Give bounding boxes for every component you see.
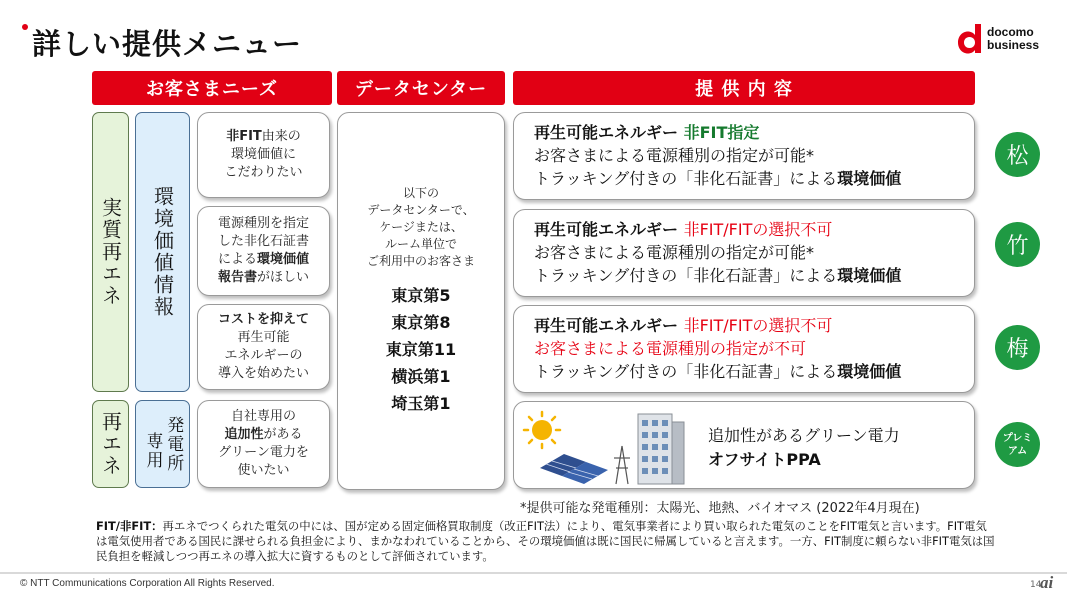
- ai-watermark: ai: [1040, 573, 1054, 592]
- badge-ume: 梅: [995, 325, 1040, 370]
- datacenter-item: 横浜第1: [391, 367, 451, 386]
- datacenter-item: 東京第5: [391, 286, 451, 305]
- header-datacenter: データセンター: [337, 71, 505, 105]
- badge-take: 竹: [995, 222, 1040, 267]
- logo-text: docomo business: [987, 25, 1040, 52]
- ppa-text: 追加性があるグリーン電力 オフサイトPPA: [708, 426, 900, 469]
- header-offering: 提 供 内 容: [513, 71, 975, 105]
- need-additionality: 自社専用の 追加性がある グリーン電力を 使いたい: [197, 400, 330, 488]
- badge-matsu: 松: [995, 132, 1040, 177]
- need-non-fit: 非FIT由来の 環境価値に こだわりたい: [197, 112, 330, 198]
- need-cost: コストを抑えて 再生可能 エネルギーの 導入を始めたい: [197, 304, 330, 390]
- badge-premium: プレミ アム: [995, 422, 1040, 467]
- generation-type-note: *提供可能な発電種別：太陽光、地熱、バイオマス (2022年4月現在): [520, 501, 920, 516]
- docomo-d-icon: [956, 22, 986, 56]
- copyright: © NTT Communications Corporation All Rights Reserved.: [20, 578, 275, 589]
- offer-matsu: 再生可能エネルギー 非FIT指定 お客さまによる電源種別の指定が可能* トラッキング付きの「非化石証書」による環境価値: [513, 112, 975, 200]
- offer-take: 再生可能エネルギー 非FIT/FITの選択不可 お客さまによる電源種別の指定が可能* トラッキング付きの「非化石証書」による環境価値: [513, 209, 975, 297]
- footer-divider: [0, 572, 1067, 574]
- category-jisshitsu-saiene: 実質再エネ: [92, 112, 129, 392]
- page-title: 詳しい提供メニュー: [32, 27, 303, 61]
- fit-explanation: FIT/非FIT：再エネでつくられた電気の中には、国が定める固定価格買取制度（改正FIT法）により、電気事業者により買い取られた電気のことをFIT電気と言います。FIT電気は電気使用者である国民に課せられる負担金により、まかなわれていることから、その環境価値は既に国民に帰属していると言えます。一方、FIT制度に頼らない非FIT電気は国民負担を軽減しつつ再エネの導入拡大に資するものとして評価されています。: [96, 519, 995, 563]
- datacenter-box: [337, 112, 505, 490]
- need-report: 電源種別を指定 した非化石証書 による環境価値 報告書がほしい: [197, 206, 330, 296]
- page-number: 14: [1030, 580, 1042, 590]
- datacenter-item: 東京第8: [391, 313, 451, 332]
- offer-offsite-ppa: [513, 401, 975, 489]
- category-saiene: 再エネ: [92, 400, 129, 488]
- datacenter-list: [386, 282, 456, 417]
- datacenter-item: 東京第11: [385, 340, 457, 359]
- datacenter-item: 埼玉第1: [391, 394, 451, 413]
- category-senyo-hatsudensho: 専用 発電所: [135, 400, 190, 488]
- offer-ume: 再生可能エネルギー 非FIT/FITの選択不可 お客さまによる電源種別の指定が不可 トラッキング付きの「非化石証書」による環境価値: [513, 305, 975, 393]
- solar-building-illustration-icon: [520, 406, 700, 486]
- docomo-business-logo: [956, 22, 1056, 58]
- title-bullet: [22, 24, 28, 30]
- category-kankyo-kachi: 環境価値情報: [135, 112, 190, 392]
- datacenter-intro: 以下の データセンターで、 ケージまたは、 ルーム単位で ご利用中のお客さま: [366, 186, 475, 268]
- header-customer-needs: お客さまニーズ: [92, 71, 332, 105]
